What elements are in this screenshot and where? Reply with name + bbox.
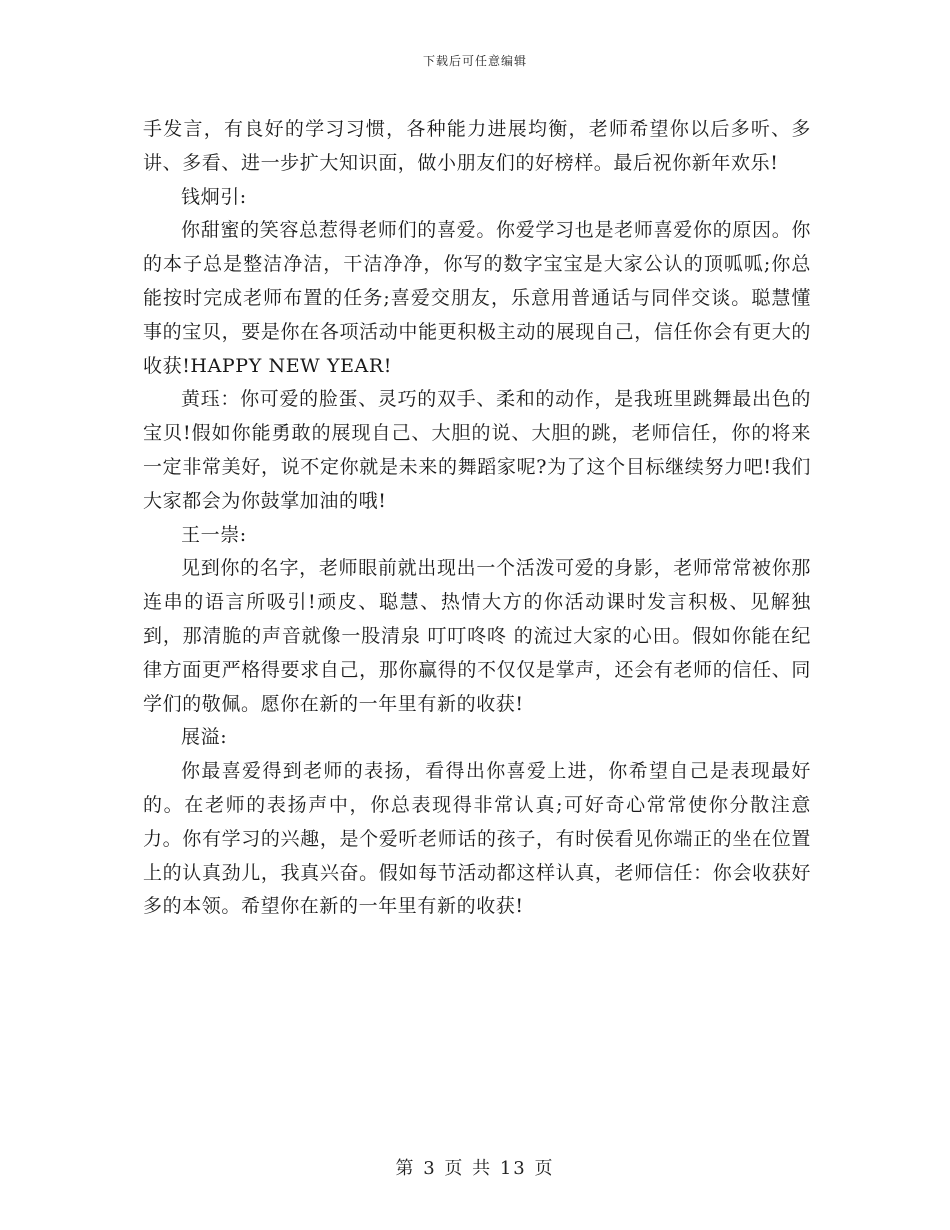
paragraph: 见到你的名字，老师眼前就出现出一个活泼可爱的身影，老师常常被你那连串的语言所吸引!顽皮、聪慧、热情大方的你活动课时发言积极、见解独到，那清脆的声音就像一股清泉 叮叮咚咚 的流过大家的心田。假如你能在纪律方面更严格得要求自己，那你赢得的不仅仅是掌声，还会有老师的信任、同学们的敬佩。愿你在新的一年里有新的收获!: [143, 557, 811, 715]
paragraph: 你甜蜜的笑容总惹得老师们的喜爱。你爱学习也是老师喜爱你的原因。你的本子总是整洁净洁，干洁净净，你写的数字宝宝是大家公认的顶呱呱;你总能按时完成老师布置的任务;喜爱交朋友，乐意用普通话与同伴交谈。聪慧懂事的宝贝，要是你在各项活动中能更积极主动的展现自己，信任你会有更大的收获!HAPPY NEW YEAR!: [143, 219, 811, 377]
paragraph: 黄珏：你可爱的脸蛋、灵巧的双手、柔和的动作，是我班里跳舞最出色的宝贝!假如你能勇敢的展现自己、大胆的说、大胆的跳，老师信任，你的将来一定非常美好，说不定你就是未来的舞蹈家呢?为了这个目标继续努力吧!我们大家都会为你鼓掌加油的哦!: [143, 388, 811, 512]
student-name-heading: 王一崇:: [181, 523, 247, 546]
page-footer: 第 3 页 共 13 页: [395, 1158, 555, 1179]
paragraph: 手发言，有良好的学习习惯，各种能力进展均衡，老师希望你以后多听、多讲、多看、进一步扩大知识面，做小朋友们的好榜样。最后祝你新年欢乐!: [143, 118, 811, 174]
page-header: 下载后可任意编辑: [422, 54, 527, 68]
student-name-heading: 展溢:: [181, 726, 228, 749]
document-body: [143, 113, 811, 924]
student-name-heading: 钱炯引:: [181, 185, 247, 208]
paragraph: 你最喜爱得到老师的表扬，看得出你喜爱上进，你希望自己是表现最好的。在老师的表扬声中，你总表现得非常认真;可好奇心常常使你分散注意力。你有学习的兴趣，是个爱听老师话的孩子，有时侯看见你端正的坐在位置上的认真劲儿，我真兴奋。假如每节活动都这样认真，老师信任：你会收获好多的本领。希望你在新的一年里有新的收获!: [143, 760, 811, 918]
